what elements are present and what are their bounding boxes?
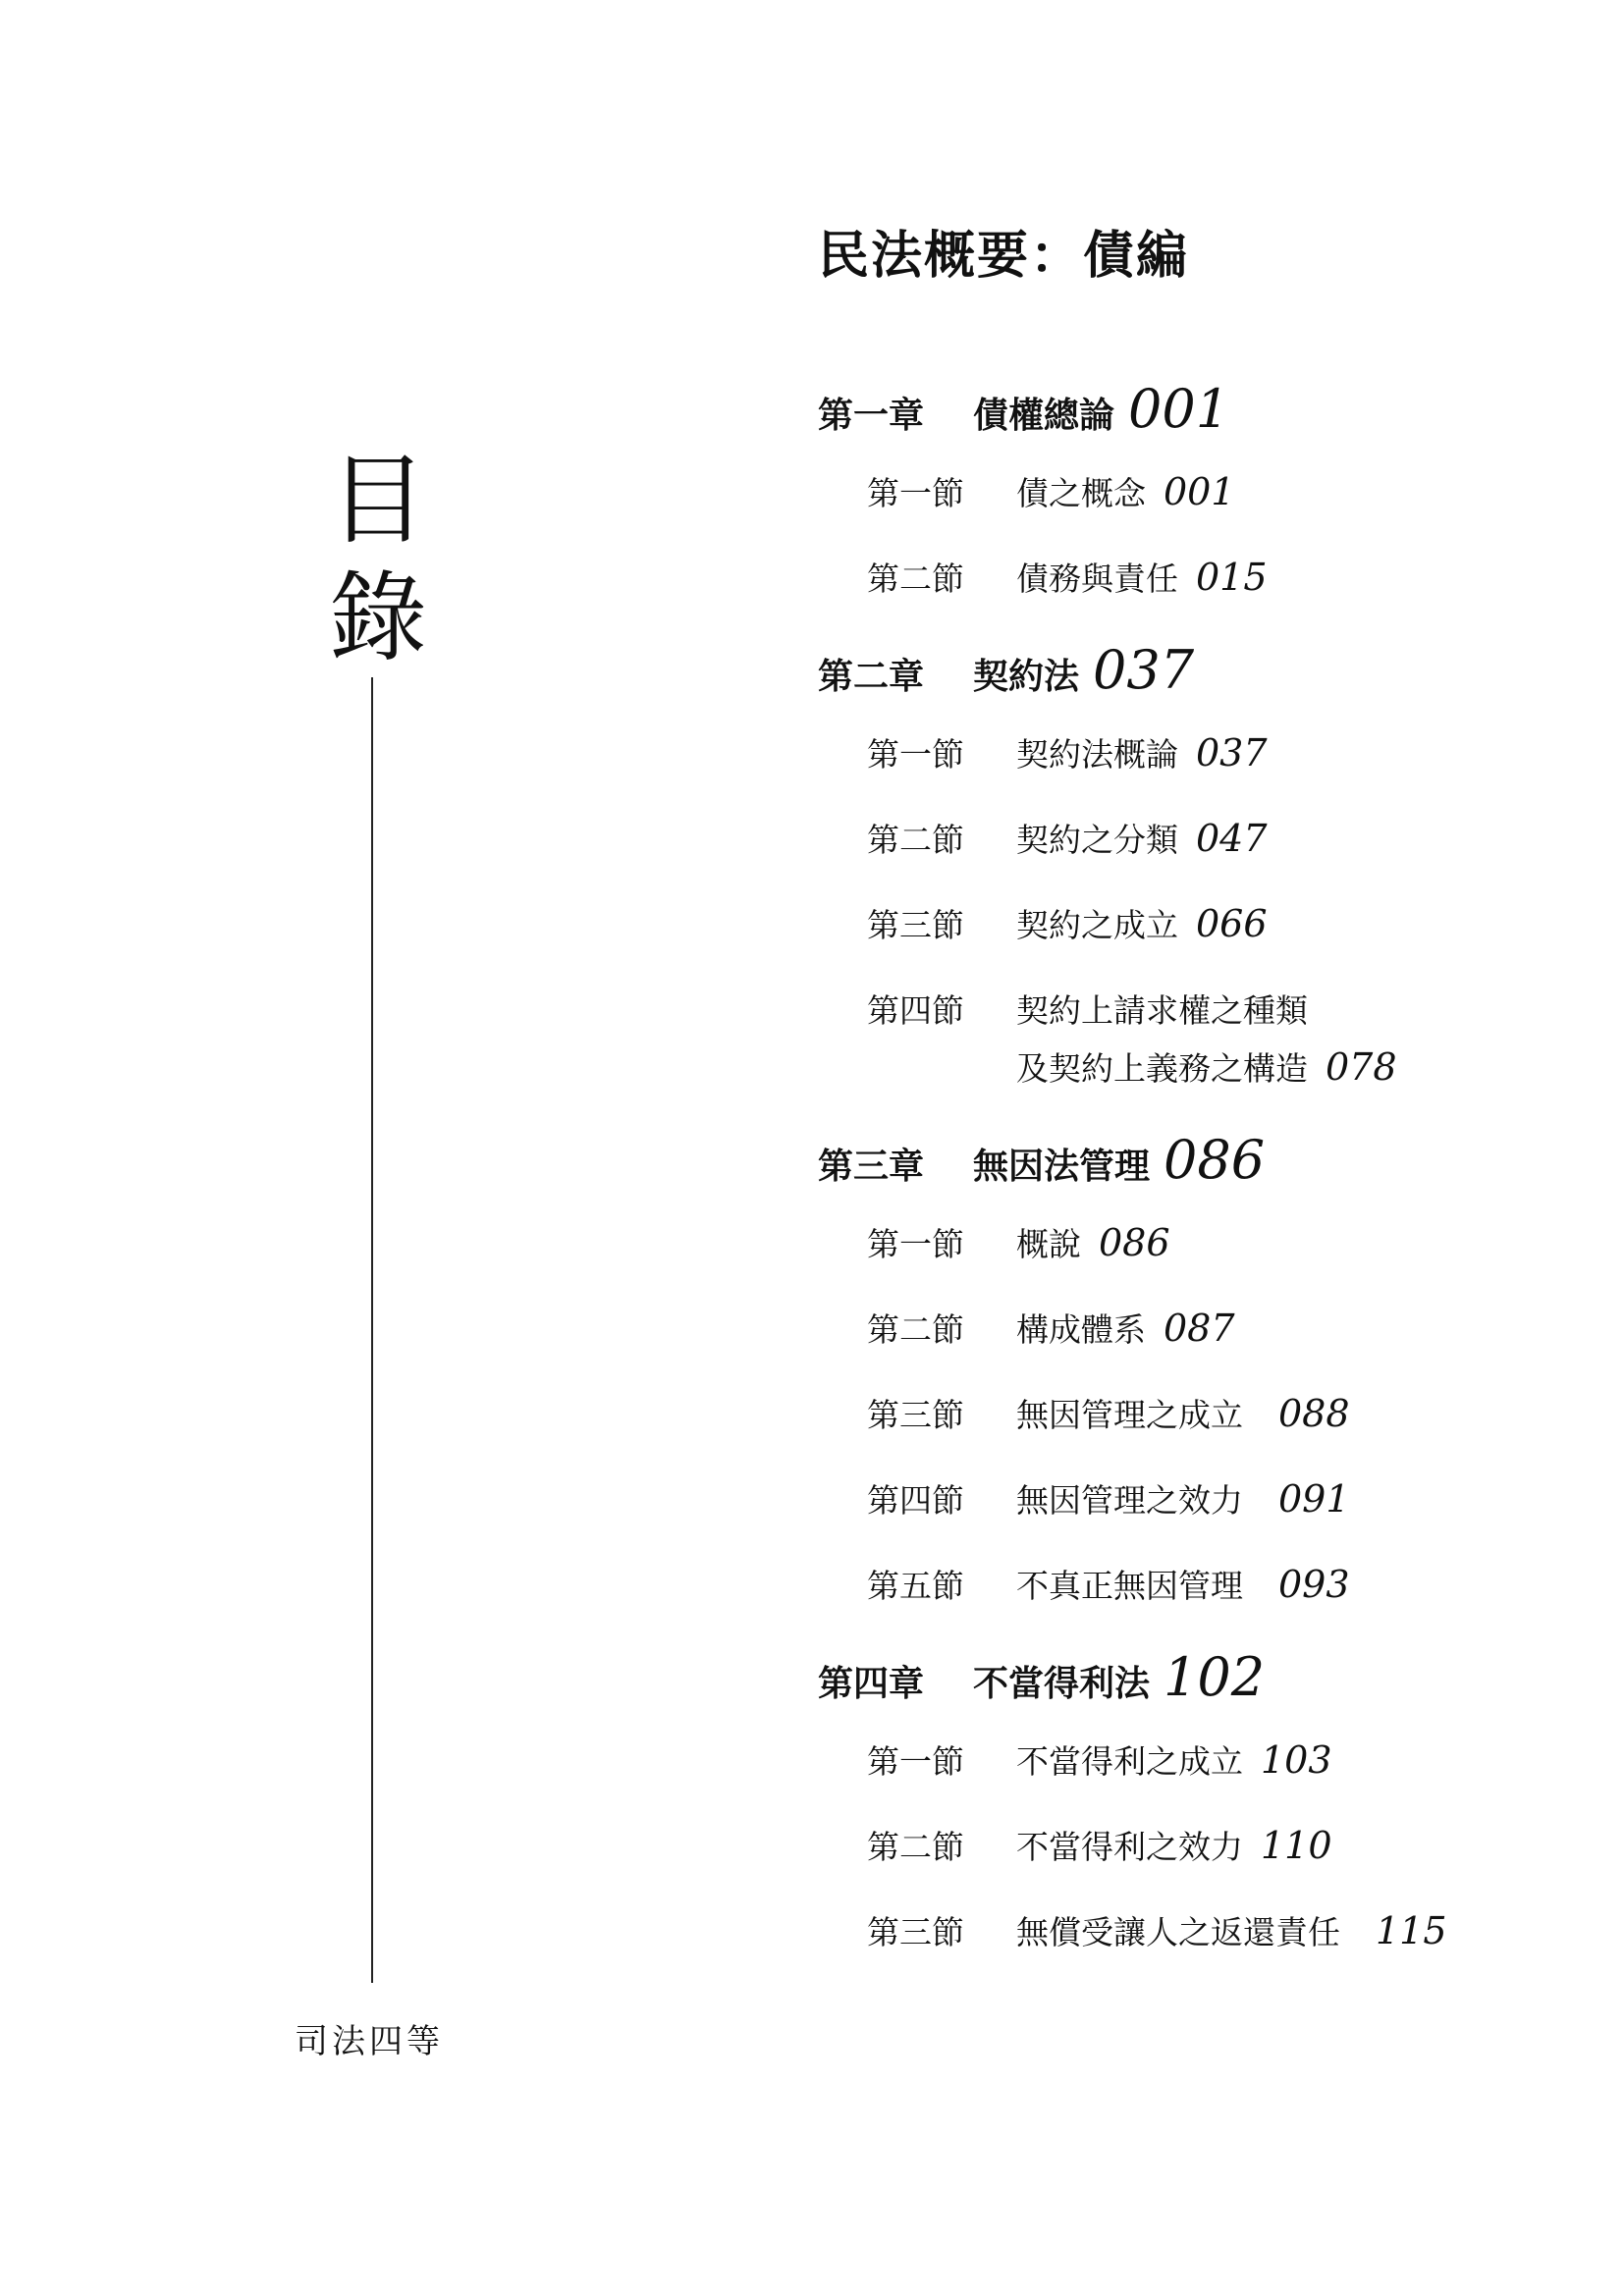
section-number: 第三節 bbox=[867, 1396, 964, 1434]
section-2-2[interactable] bbox=[867, 815, 1564, 861]
section-title-line2 bbox=[1016, 1043, 1397, 1090]
chapter-2[interactable] bbox=[818, 639, 1564, 701]
section-number: 第三節 bbox=[867, 1913, 964, 1951]
section-4-2[interactable] bbox=[867, 1822, 1564, 1868]
section-number: 第四節 bbox=[867, 1481, 964, 1520]
section-number: 第二節 bbox=[867, 821, 964, 859]
section-page: 037 bbox=[1196, 731, 1268, 774]
chapter-number: 第二章 bbox=[818, 656, 925, 697]
chapter-number: 第三章 bbox=[818, 1146, 925, 1187]
chapter-page: 001 bbox=[1128, 378, 1230, 440]
section-title: 契約之成立 bbox=[1016, 906, 1178, 944]
table-of-contents bbox=[818, 378, 1564, 1993]
section-page: 088 bbox=[1278, 1392, 1350, 1435]
chapter-1[interactable] bbox=[818, 378, 1564, 440]
section-title: 概說 bbox=[1016, 1225, 1081, 1263]
section-1-1[interactable] bbox=[867, 468, 1564, 514]
section-page: 110 bbox=[1261, 1824, 1332, 1867]
section-title: 契約之分類 bbox=[1016, 821, 1178, 859]
section-page: 066 bbox=[1196, 902, 1268, 945]
toc-side-title bbox=[324, 442, 432, 677]
vertical-divider bbox=[371, 677, 373, 1983]
section-page: 103 bbox=[1261, 1738, 1332, 1782]
section-title: 構成體系 bbox=[1016, 1310, 1146, 1349]
section-page: 091 bbox=[1278, 1477, 1350, 1521]
section-title: 契約法概論 bbox=[1016, 735, 1178, 774]
footer-label: 司法四等 bbox=[295, 2022, 444, 2061]
section-page: 078 bbox=[1326, 1045, 1397, 1089]
section-title-wrap bbox=[1016, 986, 1397, 1090]
chapter-title: 無因法管理 bbox=[973, 1146, 1151, 1187]
section-title: 不當得利之成立 bbox=[1016, 1742, 1243, 1781]
section-title: 契約上請求權之種類 bbox=[1016, 991, 1308, 1030]
section-title: 債務與責任 bbox=[1016, 560, 1178, 598]
section-page: 115 bbox=[1376, 1909, 1447, 1952]
section-3-3[interactable] bbox=[867, 1390, 1564, 1436]
section-number: 第一節 bbox=[867, 735, 964, 774]
section-title: 不真正無因管理 bbox=[1016, 1567, 1243, 1605]
chapter-title: 契約法 bbox=[973, 656, 1080, 697]
section-number: 第三節 bbox=[867, 906, 964, 944]
section-2-4[interactable] bbox=[867, 986, 1564, 1090]
section-title: 債之概念 bbox=[1016, 474, 1146, 512]
section-3-2[interactable] bbox=[867, 1305, 1564, 1351]
section-number: 第二節 bbox=[867, 560, 964, 598]
section-page: 087 bbox=[1164, 1307, 1235, 1350]
section-page: 086 bbox=[1099, 1221, 1170, 1264]
section-page: 093 bbox=[1278, 1563, 1350, 1606]
section-4-1[interactable] bbox=[867, 1736, 1564, 1783]
section-number: 第四節 bbox=[867, 991, 964, 1030]
section-2-3[interactable] bbox=[867, 900, 1564, 946]
section-title: 無償受讓人之返還責任 bbox=[1016, 1913, 1340, 1951]
chapter-4[interactable] bbox=[818, 1646, 1564, 1708]
chapter-number: 第一章 bbox=[818, 395, 925, 436]
section-title: 無因管理之成立 bbox=[1016, 1396, 1243, 1434]
section-number: 第一節 bbox=[867, 1742, 964, 1781]
chapter-number: 第四章 bbox=[818, 1663, 925, 1704]
chapter-page: 102 bbox=[1164, 1646, 1266, 1708]
book-title: 民法概要：債編 bbox=[818, 226, 1190, 286]
chapter-3[interactable] bbox=[818, 1129, 1564, 1191]
chapter-page: 037 bbox=[1093, 639, 1195, 701]
section-page: 015 bbox=[1196, 556, 1268, 599]
section-number: 第一節 bbox=[867, 474, 964, 512]
section-page: 047 bbox=[1196, 817, 1268, 860]
section-number: 第一節 bbox=[867, 1225, 964, 1263]
section-number: 第二節 bbox=[867, 1828, 964, 1866]
section-3-4[interactable] bbox=[867, 1475, 1564, 1522]
section-4-3[interactable] bbox=[867, 1907, 1564, 1953]
section-number: 第五節 bbox=[867, 1567, 964, 1605]
chapter-page: 086 bbox=[1164, 1129, 1266, 1191]
section-title-continued: 及契約上義務之構造 bbox=[1016, 1049, 1308, 1088]
section-1-2[interactable] bbox=[867, 554, 1564, 600]
chapter-title: 債權總論 bbox=[973, 395, 1115, 436]
section-number: 第二節 bbox=[867, 1310, 964, 1349]
chapter-title: 不當得利法 bbox=[973, 1663, 1151, 1704]
section-page: 001 bbox=[1164, 470, 1235, 513]
section-3-1[interactable] bbox=[867, 1219, 1564, 1265]
section-2-1[interactable] bbox=[867, 729, 1564, 775]
section-title: 不當得利之效力 bbox=[1016, 1828, 1243, 1866]
side-title-char-2: 錄 bbox=[329, 561, 427, 675]
section-title: 無因管理之效力 bbox=[1016, 1481, 1243, 1520]
section-3-5[interactable] bbox=[867, 1561, 1564, 1607]
side-title-char-1: 目 bbox=[329, 443, 427, 558]
